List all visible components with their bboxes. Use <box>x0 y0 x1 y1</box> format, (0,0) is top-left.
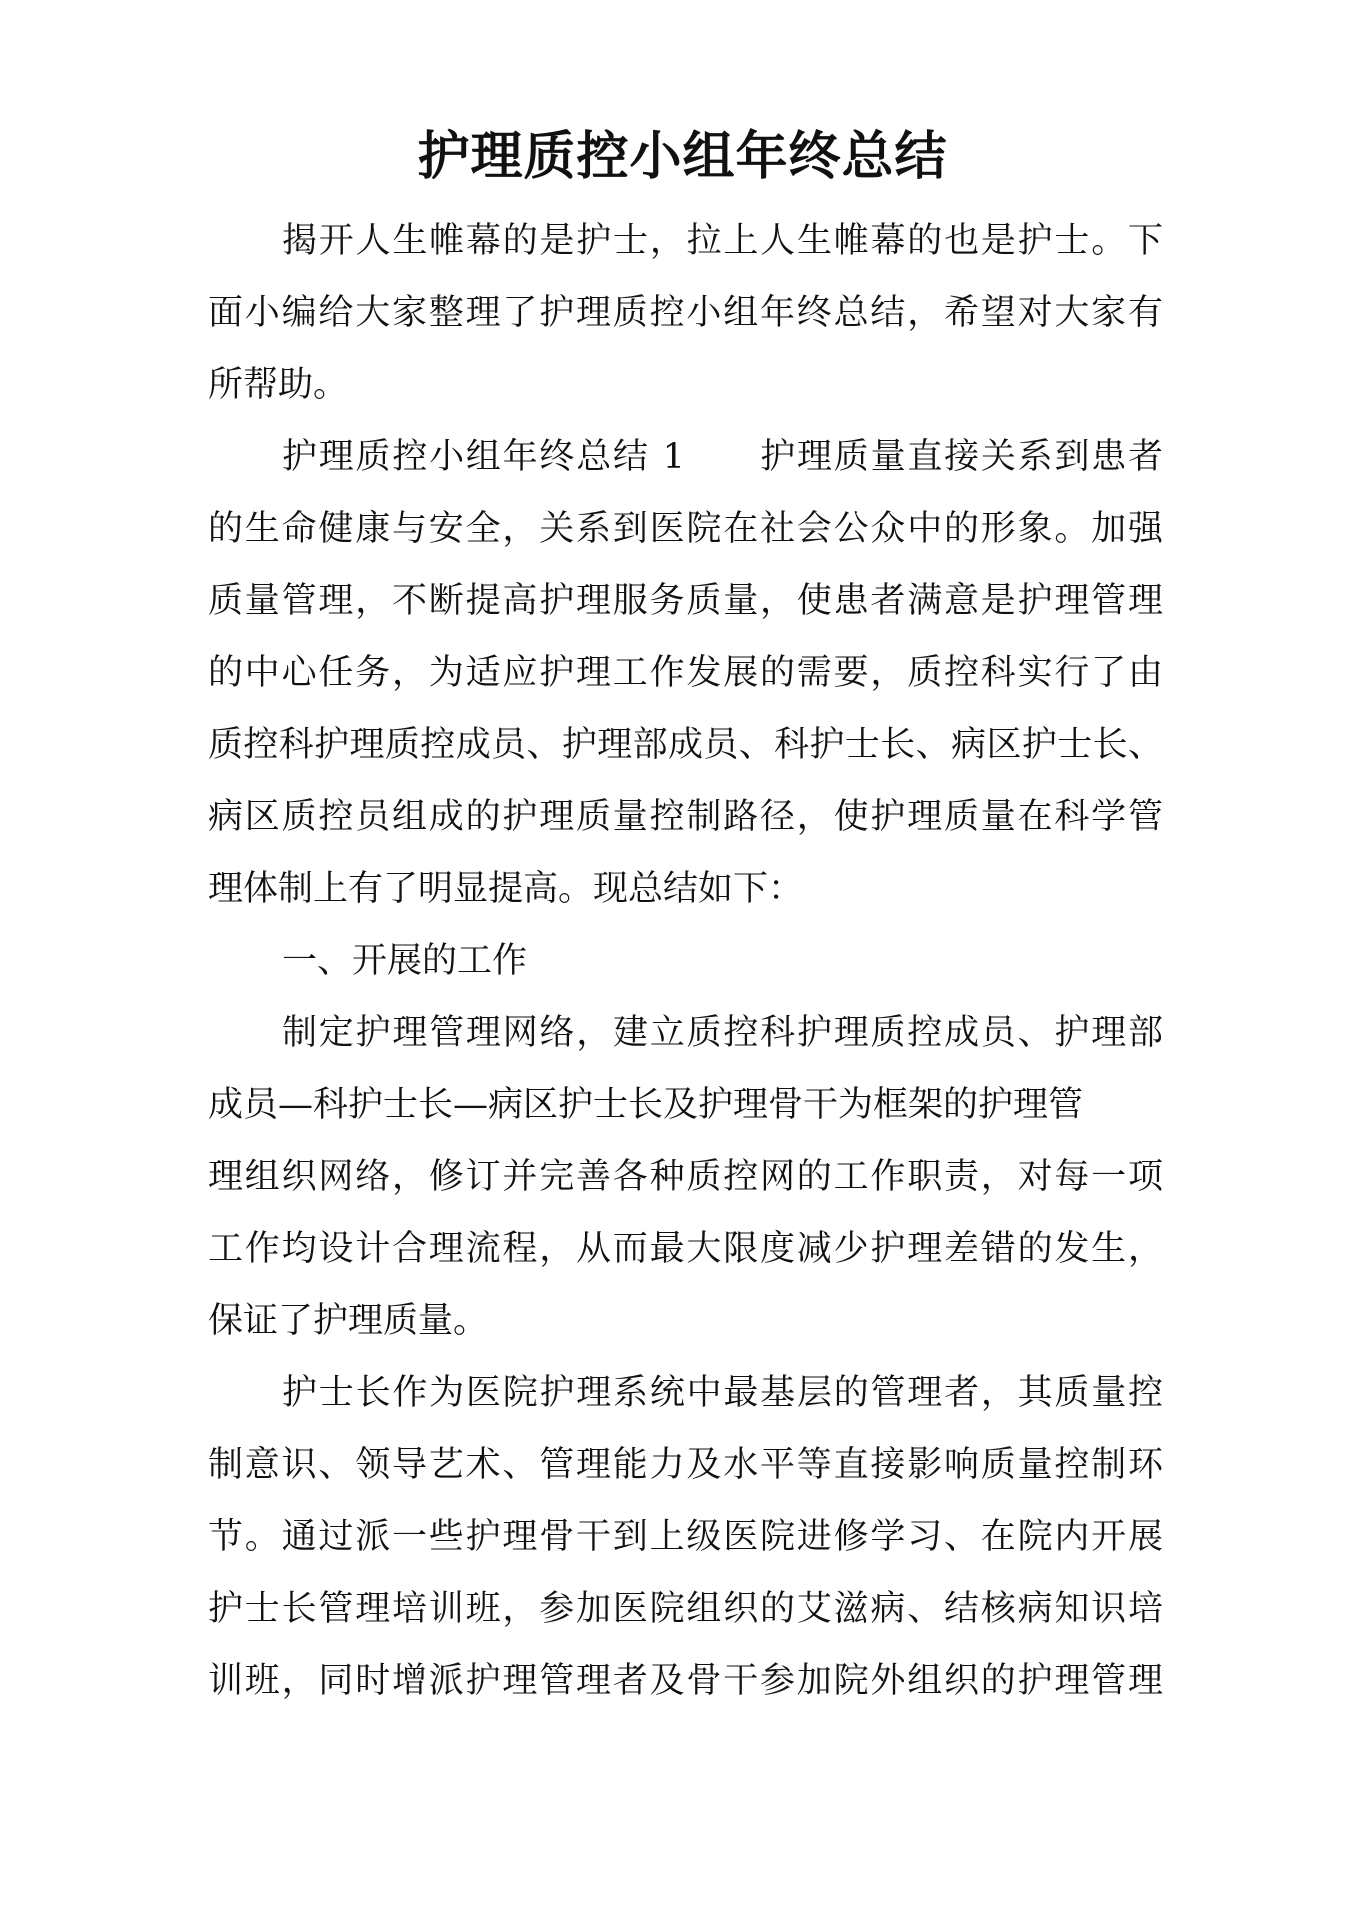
document-title: 护理质控小组年终总结 <box>417 126 948 187</box>
text-line: 制定护理管理网络，建立质控科护理质控成员、护理部 <box>282 1013 1163 1053</box>
text-line: 质量管理，不断提高护理服务质量，使患者满意是护理管理 <box>208 581 1163 621</box>
text-line: 的生命健康与安全，关系到医院在社会公众中的形象。加强 <box>208 509 1163 549</box>
text-line: 保证了护理质量。 <box>208 1301 489 1341</box>
text-line: 节。通过派一些护理骨干到上级医院进修学习、在院内开展 <box>208 1517 1163 1557</box>
text-line: 所帮助。 <box>208 365 349 405</box>
text-line: 护士长管理培训班，参加医院组织的艾滋病、结核病知识培 <box>208 1589 1163 1629</box>
text-line: 质控科护理质控成员、护理部成员、科护士长、病区护士长、 <box>208 725 1163 765</box>
text-line: 制意识、领导艺术、管理能力及水平等直接影响质量控制环 <box>208 1445 1163 1485</box>
section-heading: 一、开展的工作 <box>282 941 528 981</box>
text-line: 成员—科护士长—病区护士长及护理骨干为框架的护理管 <box>208 1085 1084 1125</box>
text-line: 护理质控小组年终总结 1 护理质量直接关系到患者 <box>282 437 1163 477</box>
text-line: 面小编给大家整理了护理质控小组年终总结，希望对大家有 <box>208 293 1163 333</box>
text-line: 理体制上有了明显提高。现总结如下： <box>208 869 804 909</box>
text-line: 揭开人生帷幕的是护士，拉上人生帷幕的也是护士。下 <box>282 221 1163 261</box>
text-line: 的中心任务，为适应护理工作发展的需要，质控科实行了由 <box>208 653 1163 693</box>
text-line: 训班，同时增派护理管理者及骨干参加院外组织的护理管理 <box>208 1661 1163 1701</box>
text-line: 病区质控员组成的护理质量控制路径，使护理质量在科学管 <box>208 797 1163 837</box>
text-line: 护士长作为医院护理系统中最基层的管理者，其质量控 <box>282 1373 1163 1413</box>
text-line: 理组织网络，修订并完善各种质控网的工作职责，对每一项 <box>208 1157 1163 1197</box>
text-line: 工作均设计合理流程，从而最大限度减少护理差错的发生， <box>208 1229 1163 1269</box>
